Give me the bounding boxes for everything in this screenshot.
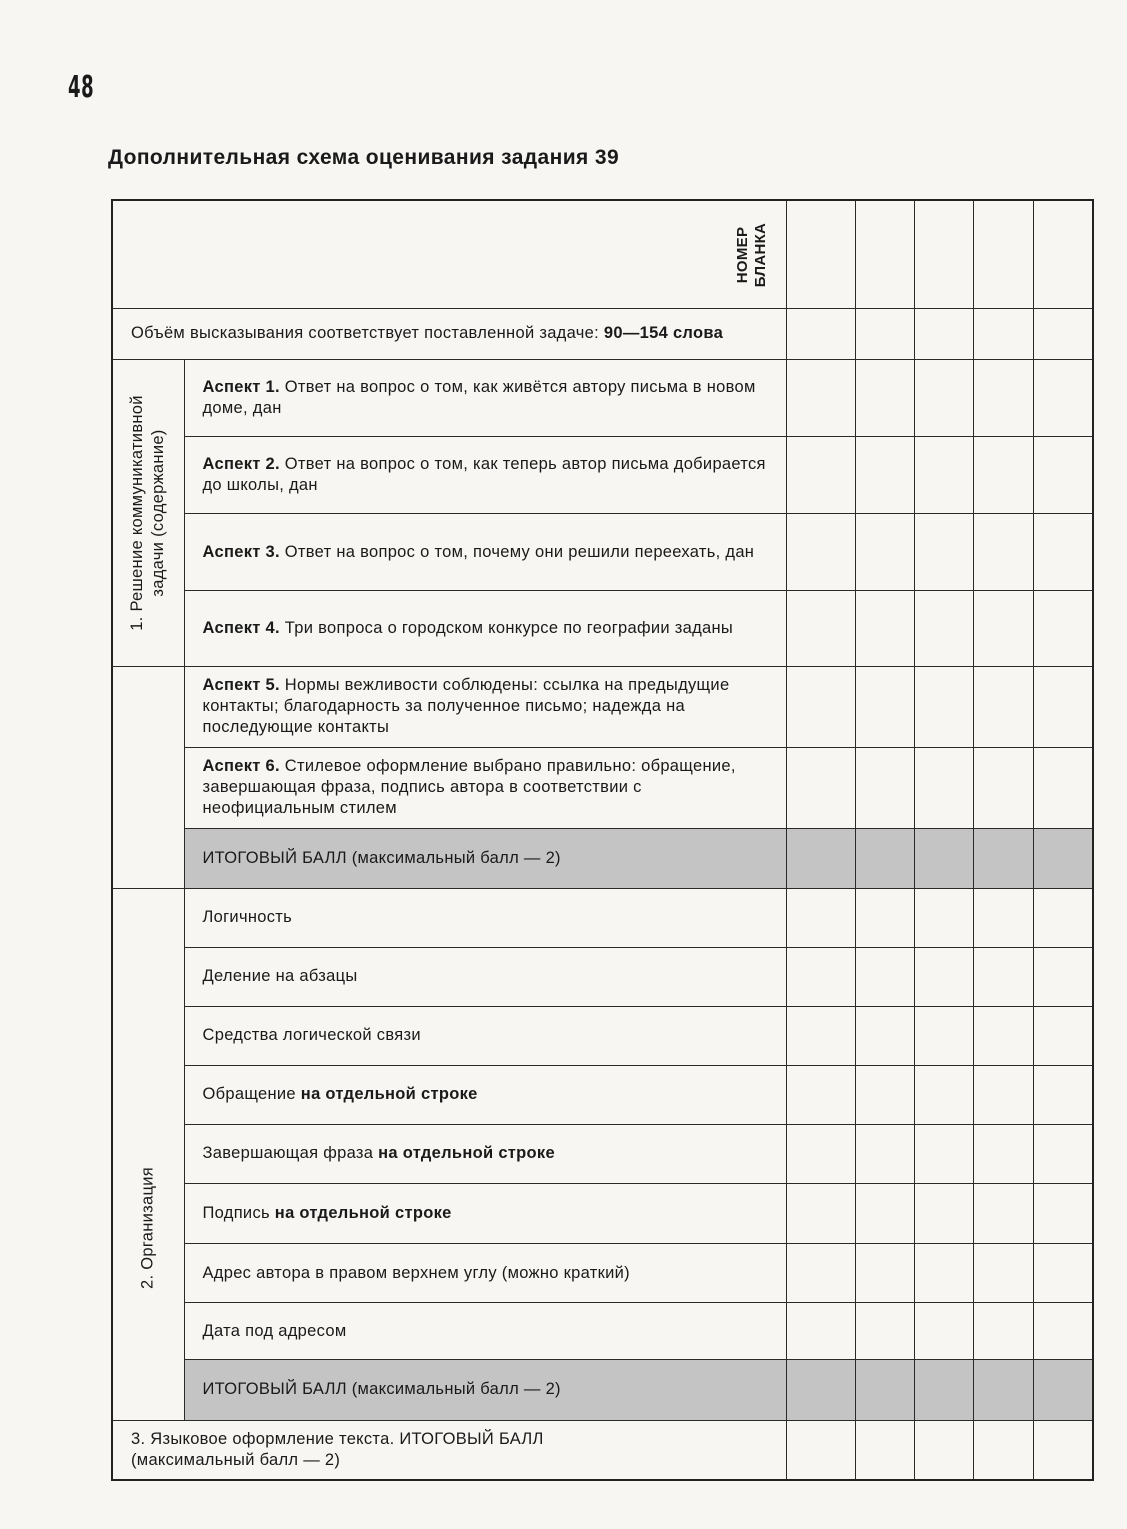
score-cell[interactable] xyxy=(973,1065,1033,1124)
score-cell[interactable] xyxy=(914,828,973,888)
aspect-4: Аспект 4. Три вопроса о городском конкурсе по географии заданы xyxy=(184,591,786,666)
score-cell[interactable] xyxy=(855,1124,914,1183)
score-cell[interactable] xyxy=(855,1420,914,1480)
score-cell[interactable] xyxy=(855,1006,914,1065)
aspect-row xyxy=(112,359,1093,436)
score-cell[interactable] xyxy=(855,1184,914,1244)
aspect-row xyxy=(112,514,1093,591)
score-cell[interactable] xyxy=(1033,1006,1093,1065)
score-cell[interactable] xyxy=(973,1124,1033,1183)
score-cell[interactable] xyxy=(973,666,1033,747)
score-cell[interactable] xyxy=(855,1303,914,1360)
org-item-2: Деление на абзацы xyxy=(184,947,786,1006)
section1-total: ИТОГОВЫЙ БАЛЛ (максимальный балл — 2) xyxy=(184,828,786,888)
score-cell[interactable] xyxy=(786,1006,855,1065)
org-item-4: Обращение на отдельной строке xyxy=(184,1065,786,1124)
score-cell[interactable] xyxy=(1033,1420,1093,1480)
org-item-8: Дата под адресом xyxy=(184,1303,786,1360)
organization-row xyxy=(112,1303,1093,1360)
organization-row xyxy=(112,1184,1093,1244)
score-cell[interactable] xyxy=(855,947,914,1006)
score-cell[interactable] xyxy=(786,747,855,828)
aspect-2: Аспект 2. Ответ на вопрос о том, как теперь автор письма добирается до школы, дан xyxy=(184,436,786,513)
score-cell[interactable] xyxy=(855,514,914,591)
score-cell[interactable] xyxy=(786,308,855,359)
score-cell[interactable] xyxy=(1033,1184,1093,1244)
score-cell[interactable] xyxy=(786,1184,855,1244)
score-cell[interactable] xyxy=(1033,828,1093,888)
score-cell[interactable] xyxy=(855,888,914,947)
score-cell[interactable] xyxy=(1033,947,1093,1006)
score-cell[interactable] xyxy=(786,1303,855,1360)
language-row xyxy=(112,1420,1093,1480)
score-cell[interactable] xyxy=(914,1065,973,1124)
score-cell[interactable] xyxy=(973,436,1033,513)
score-cell[interactable] xyxy=(1033,1303,1093,1360)
score-cell[interactable] xyxy=(973,1244,1033,1303)
score-cell[interactable] xyxy=(973,947,1033,1006)
score-cell[interactable] xyxy=(973,200,1033,308)
section1-label: 1. Решение коммуникативной задачи (содержание) xyxy=(112,359,184,666)
score-cell[interactable] xyxy=(855,828,914,888)
org-item-6: Подпись на отдельной строке xyxy=(184,1184,786,1244)
volume-requirement: Объём высказывания соответствует поставленной задаче: 90—154 слова xyxy=(112,308,786,359)
score-cell[interactable] xyxy=(1033,666,1093,747)
organization-row xyxy=(112,1006,1093,1065)
score-cell[interactable] xyxy=(973,1006,1033,1065)
score-cell[interactable] xyxy=(1033,1124,1093,1183)
total-row xyxy=(112,1360,1093,1420)
form-number-label-line1: НОМЕР xyxy=(733,226,751,284)
aspect-1: Аспект 1. Ответ на вопрос о том, как живётся автору письма в новом доме, дан xyxy=(184,359,786,436)
aspect-row xyxy=(112,591,1093,666)
assessment-table xyxy=(111,199,1094,1481)
score-cell[interactable] xyxy=(914,747,973,828)
score-cell[interactable] xyxy=(914,1420,973,1480)
score-cell[interactable] xyxy=(786,591,855,666)
aspect-row xyxy=(112,666,1093,747)
score-cell[interactable] xyxy=(973,1360,1033,1420)
score-cell[interactable] xyxy=(973,359,1033,436)
score-cell[interactable] xyxy=(786,514,855,591)
organization-row xyxy=(112,1124,1093,1183)
score-cell[interactable] xyxy=(855,1244,914,1303)
score-cell[interactable] xyxy=(855,1360,914,1420)
score-cell[interactable] xyxy=(1033,308,1093,359)
score-cell[interactable] xyxy=(1033,1360,1093,1420)
score-cell[interactable] xyxy=(786,1124,855,1183)
score-cell[interactable] xyxy=(855,747,914,828)
score-cell[interactable] xyxy=(1033,888,1093,947)
score-cell[interactable] xyxy=(973,1303,1033,1360)
score-cell[interactable] xyxy=(855,591,914,666)
page-number: 48 xyxy=(68,70,95,105)
score-cell[interactable] xyxy=(973,1184,1033,1244)
section2-total: ИТОГОВЫЙ БАЛЛ (максимальный балл — 2) xyxy=(184,1360,786,1420)
aspect-row xyxy=(112,436,1093,513)
score-cell[interactable] xyxy=(1033,436,1093,513)
score-cell[interactable] xyxy=(1033,1065,1093,1124)
score-cell[interactable] xyxy=(973,828,1033,888)
score-cell[interactable] xyxy=(786,947,855,1006)
score-cell[interactable] xyxy=(914,947,973,1006)
score-cell[interactable] xyxy=(786,1244,855,1303)
score-cell[interactable] xyxy=(855,200,914,308)
organization-row xyxy=(112,1065,1093,1124)
aspect-3: Аспект 3. Ответ на вопрос о том, почему они решили переехать, дан xyxy=(184,514,786,591)
score-cell[interactable] xyxy=(973,514,1033,591)
score-cell[interactable] xyxy=(1033,1244,1093,1303)
aspect-6: Аспект 6. Стилевое оформление выбрано правильно: обращение, завершающая фраза, подпись автора в соответствии с неофициальным стилем xyxy=(184,747,786,828)
score-cell[interactable] xyxy=(914,436,973,513)
score-cell[interactable] xyxy=(786,666,855,747)
organization-row xyxy=(112,888,1093,947)
header-row xyxy=(112,200,1093,308)
score-cell[interactable] xyxy=(786,828,855,888)
score-cell[interactable] xyxy=(786,436,855,513)
org-item-5: Завершающая фраза на отдельной строке xyxy=(184,1124,786,1183)
score-cell[interactable] xyxy=(855,359,914,436)
score-cell[interactable] xyxy=(914,888,973,947)
score-cell[interactable] xyxy=(914,200,973,308)
score-cell[interactable] xyxy=(914,1244,973,1303)
score-cell[interactable] xyxy=(1033,747,1093,828)
section3-total: 3. Языковое оформление текста. ИТОГОВЫЙ БАЛЛ (максимальный балл — 2) xyxy=(112,1420,786,1480)
score-cell[interactable] xyxy=(914,1360,973,1420)
score-cell[interactable] xyxy=(914,514,973,591)
section2-label: 2. Организация xyxy=(112,888,184,1420)
section1-continued-label xyxy=(112,666,184,888)
organization-row xyxy=(112,947,1093,1006)
organization-row xyxy=(112,1244,1093,1303)
org-item-1: Логичность xyxy=(184,888,786,947)
score-cell[interactable] xyxy=(855,436,914,513)
aspect-row xyxy=(112,747,1093,828)
score-cell[interactable] xyxy=(786,1420,855,1480)
volume-row xyxy=(112,308,1093,359)
aspect-5: Аспект 5. Нормы вежливости соблюдены: ссылка на предыдущие контакты; благодарность за полученное письмо; надежда на последующие контакты xyxy=(184,666,786,747)
org-item-3: Средства логической связи xyxy=(184,1006,786,1065)
score-cell[interactable] xyxy=(973,591,1033,666)
score-cell[interactable] xyxy=(786,1360,855,1420)
score-cell[interactable] xyxy=(1033,591,1093,666)
score-cell[interactable] xyxy=(786,1065,855,1124)
total-row xyxy=(112,828,1093,888)
page-title: Дополнительная схема оценивания задания 39 xyxy=(108,146,620,169)
score-cell[interactable] xyxy=(1033,514,1093,591)
score-cell[interactable] xyxy=(914,666,973,747)
score-cell[interactable] xyxy=(973,747,1033,828)
form-number-header xyxy=(112,200,786,308)
score-cell[interactable] xyxy=(786,200,855,308)
score-cell[interactable] xyxy=(914,1303,973,1360)
score-cell[interactable] xyxy=(1033,359,1093,436)
score-cell[interactable] xyxy=(855,308,914,359)
score-cell[interactable] xyxy=(914,308,973,359)
score-cell[interactable] xyxy=(914,1006,973,1065)
score-cell[interactable] xyxy=(973,888,1033,947)
score-cell[interactable] xyxy=(786,359,855,436)
form-number-label-line2: БЛАНКА xyxy=(751,222,769,288)
score-cell[interactable] xyxy=(1033,200,1093,308)
score-cell[interactable] xyxy=(914,359,973,436)
score-cell[interactable] xyxy=(973,1420,1033,1480)
score-cell[interactable] xyxy=(855,666,914,747)
score-cell[interactable] xyxy=(914,591,973,666)
score-cell[interactable] xyxy=(914,1184,973,1244)
score-cell[interactable] xyxy=(914,1124,973,1183)
score-cell[interactable] xyxy=(855,1065,914,1124)
org-item-7: Адрес автора в правом верхнем углу (можно краткий) xyxy=(184,1244,786,1303)
score-cell[interactable] xyxy=(973,308,1033,359)
score-cell[interactable] xyxy=(786,888,855,947)
